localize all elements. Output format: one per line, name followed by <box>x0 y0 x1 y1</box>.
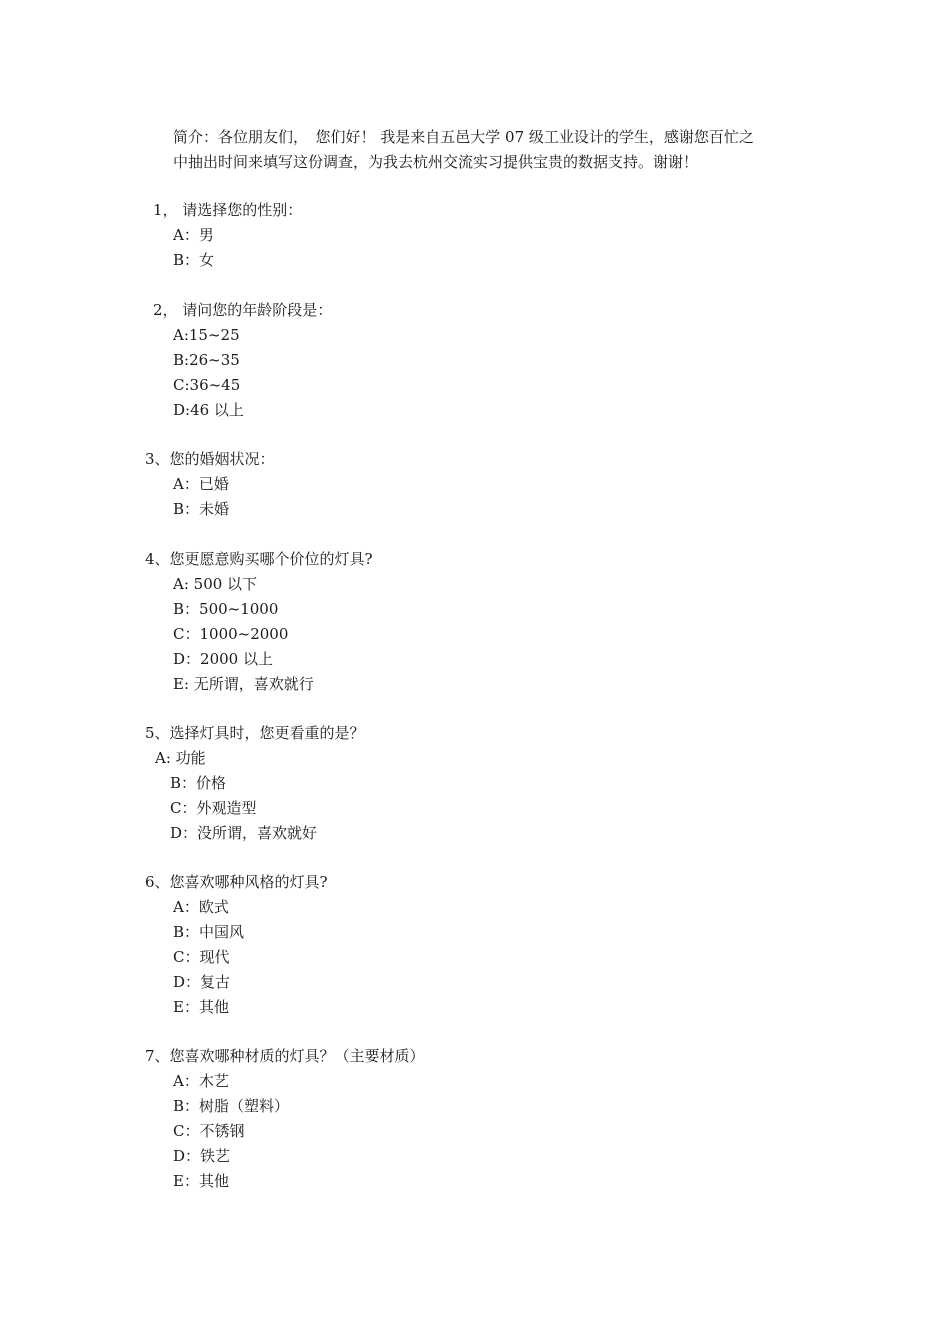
option-item: B:26~35 <box>173 351 240 369</box>
question-title: 3、您的婚姻状况： <box>145 450 275 468</box>
option-item: E：其他 <box>173 998 229 1016</box>
option-item: E: 无所谓，喜欢就行 <box>173 675 314 693</box>
option-item: B：未婚 <box>173 500 230 518</box>
question-title: 1， 请选择您的性别： <box>153 201 303 219</box>
question-6 <box>145 870 328 1020</box>
option-item: A:15~25 <box>173 326 240 344</box>
option-item: A：男 <box>173 226 214 244</box>
intro-line-1: 简介：各位朋友们， 您们好！ 我是来自五邑大学 07 级工业设计的学生，感谢您百忙之 <box>173 128 754 146</box>
option-item: B：女 <box>173 251 215 269</box>
option-item: A：已婚 <box>173 475 229 493</box>
question-1 <box>153 198 302 273</box>
option-item: B：中国风 <box>173 923 245 941</box>
option-item: C：现代 <box>173 948 230 966</box>
option-item: D：铁艺 <box>173 1147 231 1165</box>
question-title: 4、您更愿意购买哪个价位的灯具? <box>145 550 373 568</box>
question-2 <box>153 298 332 423</box>
question-7 <box>145 1044 425 1194</box>
option-item: C：不锈钢 <box>173 1122 245 1140</box>
option-item: B：500~1000 <box>173 600 279 618</box>
option-item: C：外观造型 <box>170 799 257 817</box>
option-item: C:36~45 <box>173 376 241 394</box>
option-item: B：价格 <box>170 774 227 792</box>
question-5 <box>145 721 365 846</box>
option-item: C：1000~2000 <box>173 625 289 643</box>
option-item: A：木艺 <box>173 1072 229 1090</box>
question-title: 6、您喜欢哪种风格的灯具? <box>145 873 328 891</box>
question-3 <box>145 447 275 522</box>
option-item: D：复古 <box>173 973 231 991</box>
option-item: D：2000 以上 <box>173 650 273 668</box>
option-item: A：欧式 <box>173 898 229 916</box>
question-4 <box>145 547 373 697</box>
option-item: A: 500 以下 <box>173 575 258 593</box>
intro-paragraph <box>173 125 823 175</box>
option-item: A: 功能 <box>155 749 206 767</box>
option-item: E：其他 <box>173 1172 229 1190</box>
option-item: B：树脂（塑料） <box>173 1097 290 1115</box>
intro-line-2: 中抽出时间来填写这份调查，为我去杭州交流实习提供宝贵的数据支持。谢谢！ <box>173 153 699 171</box>
option-item: D:46 以上 <box>173 401 244 419</box>
question-title: 7、您喜欢哪种材质的灯具？（主要材质） <box>145 1047 425 1065</box>
question-title: 2， 请问您的年龄阶段是： <box>153 301 333 319</box>
question-title: 5、选择灯具时，您更看重的是？ <box>145 724 365 742</box>
option-item: D：没所谓，喜欢就好 <box>170 824 318 842</box>
